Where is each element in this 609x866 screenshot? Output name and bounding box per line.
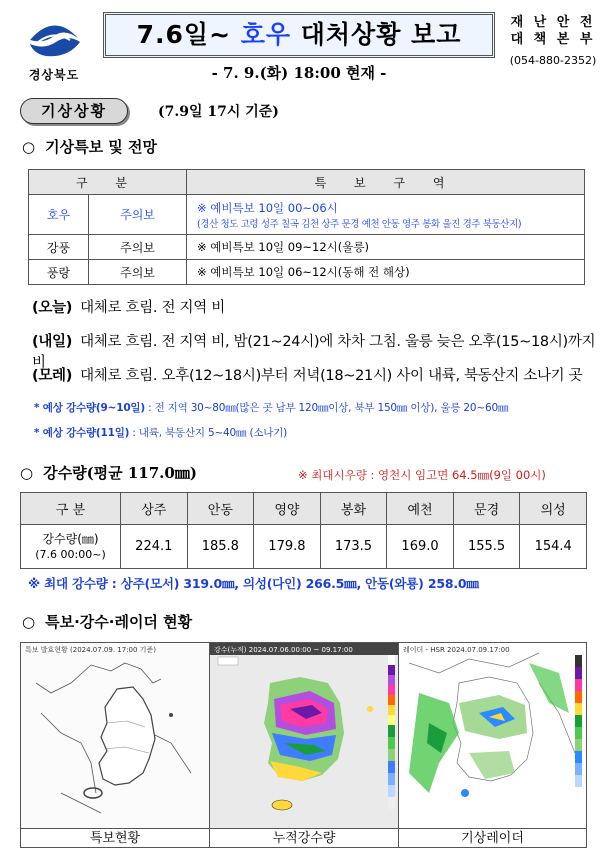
rainfall-value: 155.5 — [453, 525, 520, 569]
report-title — [103, 12, 495, 58]
warning-type: 강풍 — [29, 235, 89, 260]
section-tab-note: (7.9일 17시 기준) — [158, 104, 279, 120]
note-text: : 내륙, 북동산지 5~40㎜ (소나기) — [129, 427, 288, 439]
rainfall-value: 185.8 — [187, 525, 254, 569]
forecast-day: (오늘) — [32, 300, 73, 316]
rainfall-header-label: 구 분 — [21, 493, 121, 525]
rain-forecast-note — [34, 425, 287, 440]
org-logo — [14, 14, 94, 84]
region-name: 안동 — [187, 493, 254, 525]
report-date: - 7. 9.(화) 18:00 현재 - — [211, 64, 387, 82]
bullet-icon: ○ — [22, 613, 36, 631]
subheading-maps — [22, 611, 192, 632]
title-pre: 7.6일~ — [136, 20, 241, 49]
radar-map-image — [399, 643, 586, 828]
rainfall-heading — [20, 462, 197, 483]
rainfall-value: 179.8 — [254, 525, 321, 569]
warning-level: 주의보 — [89, 235, 187, 260]
warning-header-area: 특 보 구 역 — [187, 170, 585, 195]
warning-table — [28, 169, 585, 285]
warning-area-line2: (경산 청도 고령 성주 칠곡 김천 상주 문경 예천 안동 영주 봉화 울진 경주 북동산지) — [197, 218, 522, 230]
section-tab-weather: 기상상황 — [20, 98, 128, 124]
panel-tag: 강수(누적) 2024.07.06.00:00 ~ 09.17:00 — [214, 646, 353, 654]
gyeongbuk-logo-icon — [24, 18, 84, 58]
region-name: 의성 — [520, 493, 587, 525]
bullet-icon: ○ — [20, 464, 34, 482]
maps-title: 특보·강수·레이더 현황 — [45, 613, 193, 631]
warning-area: ※ 예비특보 10일 06~12시(동해 전 해상) — [187, 260, 585, 285]
warning-area: ※ 예비특보 10일 09~12시(울릉) — [187, 235, 585, 260]
dept-line-2: 대 책 본 부 — [510, 32, 596, 47]
warning-area-line1: ※ 예비특보 10일 00~06시 — [197, 200, 338, 215]
region-name: 상주 — [121, 493, 188, 525]
panel-caption: 기상레이더 — [399, 828, 586, 847]
map-panels — [20, 642, 587, 848]
note-label: * 예상 강수량(11일) — [34, 427, 130, 439]
radar-map-panel — [399, 643, 586, 828]
org-name: 경상북도 — [28, 68, 80, 82]
warning-map-panel — [21, 643, 210, 828]
warning-header-category: 구 분 — [29, 170, 187, 195]
rainfall-value: 154.4 — [520, 525, 587, 569]
title-highlight: 호우 — [240, 20, 292, 49]
dept-block — [503, 14, 603, 69]
region-name: 문경 — [453, 493, 520, 525]
forecast-day: (모레) — [32, 368, 73, 384]
forecast-day: (내일) — [32, 334, 73, 350]
forecast-day-after — [32, 364, 582, 385]
region-name: 봉화 — [320, 493, 387, 525]
rainfall-row-label — [21, 525, 121, 569]
rainfall-value: 173.5 — [320, 525, 387, 569]
rainfall-table — [20, 492, 587, 569]
panel-caption: 특보현황 — [21, 828, 210, 847]
warning-level: 주의보 — [89, 195, 187, 235]
rain-forecast-note — [34, 400, 508, 415]
note-label: * 예상 강수량(9~10일) — [34, 402, 145, 414]
title-post: 대처상황 보고 — [291, 20, 462, 49]
region-name: 영양 — [254, 493, 321, 525]
subheading-warnings — [22, 136, 157, 157]
rainfall-row-label-period: (7.6 00:00~) — [35, 547, 106, 561]
panel-tag: 레이더 - HSR 2024.07.09.17:00 — [403, 646, 510, 654]
rainfall-value: 224.1 — [121, 525, 188, 569]
warning-type: 풍랑 — [29, 260, 89, 285]
max-hourly-rain-note: ※ 최대시우량 : 영천시 임고면 64.5㎜(9일 00시) — [298, 468, 546, 482]
max-rainfall-line: ※ 최대 강수량 : 상주(모서) 319.0㎜, 의성(다인) 266.5㎜, 안동(와룡) 258.0㎜ — [28, 576, 479, 591]
panel-caption: 누적강수량 — [210, 828, 399, 847]
dept-line-1: 재 난 안 전 — [510, 15, 596, 30]
rainfall-row-label-main: 강수량(㎜) — [42, 531, 99, 546]
warning-map-image — [21, 643, 210, 828]
warning-area — [187, 195, 585, 235]
forecast-today — [32, 296, 225, 317]
bullet-icon: ○ — [22, 138, 36, 156]
dept-tel: (054-880-2352) — [509, 54, 597, 67]
rainfall-map-image — [210, 643, 399, 828]
warning-level: 주의보 — [89, 260, 187, 285]
rainfall-value: 169.0 — [387, 525, 454, 569]
rainfall-map-panel — [210, 643, 399, 828]
subheading-text: 기상특보 및 전망 — [45, 138, 157, 156]
forecast-text: 대체로 흐림. 전 지역 비, 밤(21~24시)에 차차 그침. 울릉 늦은 오후(15~18시)까지 비 — [32, 334, 596, 371]
note-text: : 전 지역 30~80㎜(많은 곳 남부 120㎜이상, 북부 150㎜ 이상), 울릉 20~60㎜ — [144, 402, 509, 414]
panel-tag: 특보 발효현황 (2024.07.09. 17:00 기준) — [25, 646, 156, 654]
warning-type: 호우 — [29, 195, 89, 235]
forecast-text: 대체로 흐림. 전 지역 비 — [80, 300, 225, 316]
forecast-text: 대체로 흐림. 오후(12~18시)부터 저녁(18~21시) 사이 내륙, 북동산지 소나기 곳 — [80, 368, 583, 384]
rainfall-title: 강수량(평균 117.0㎜) — [43, 464, 197, 482]
region-name: 예천 — [387, 493, 454, 525]
